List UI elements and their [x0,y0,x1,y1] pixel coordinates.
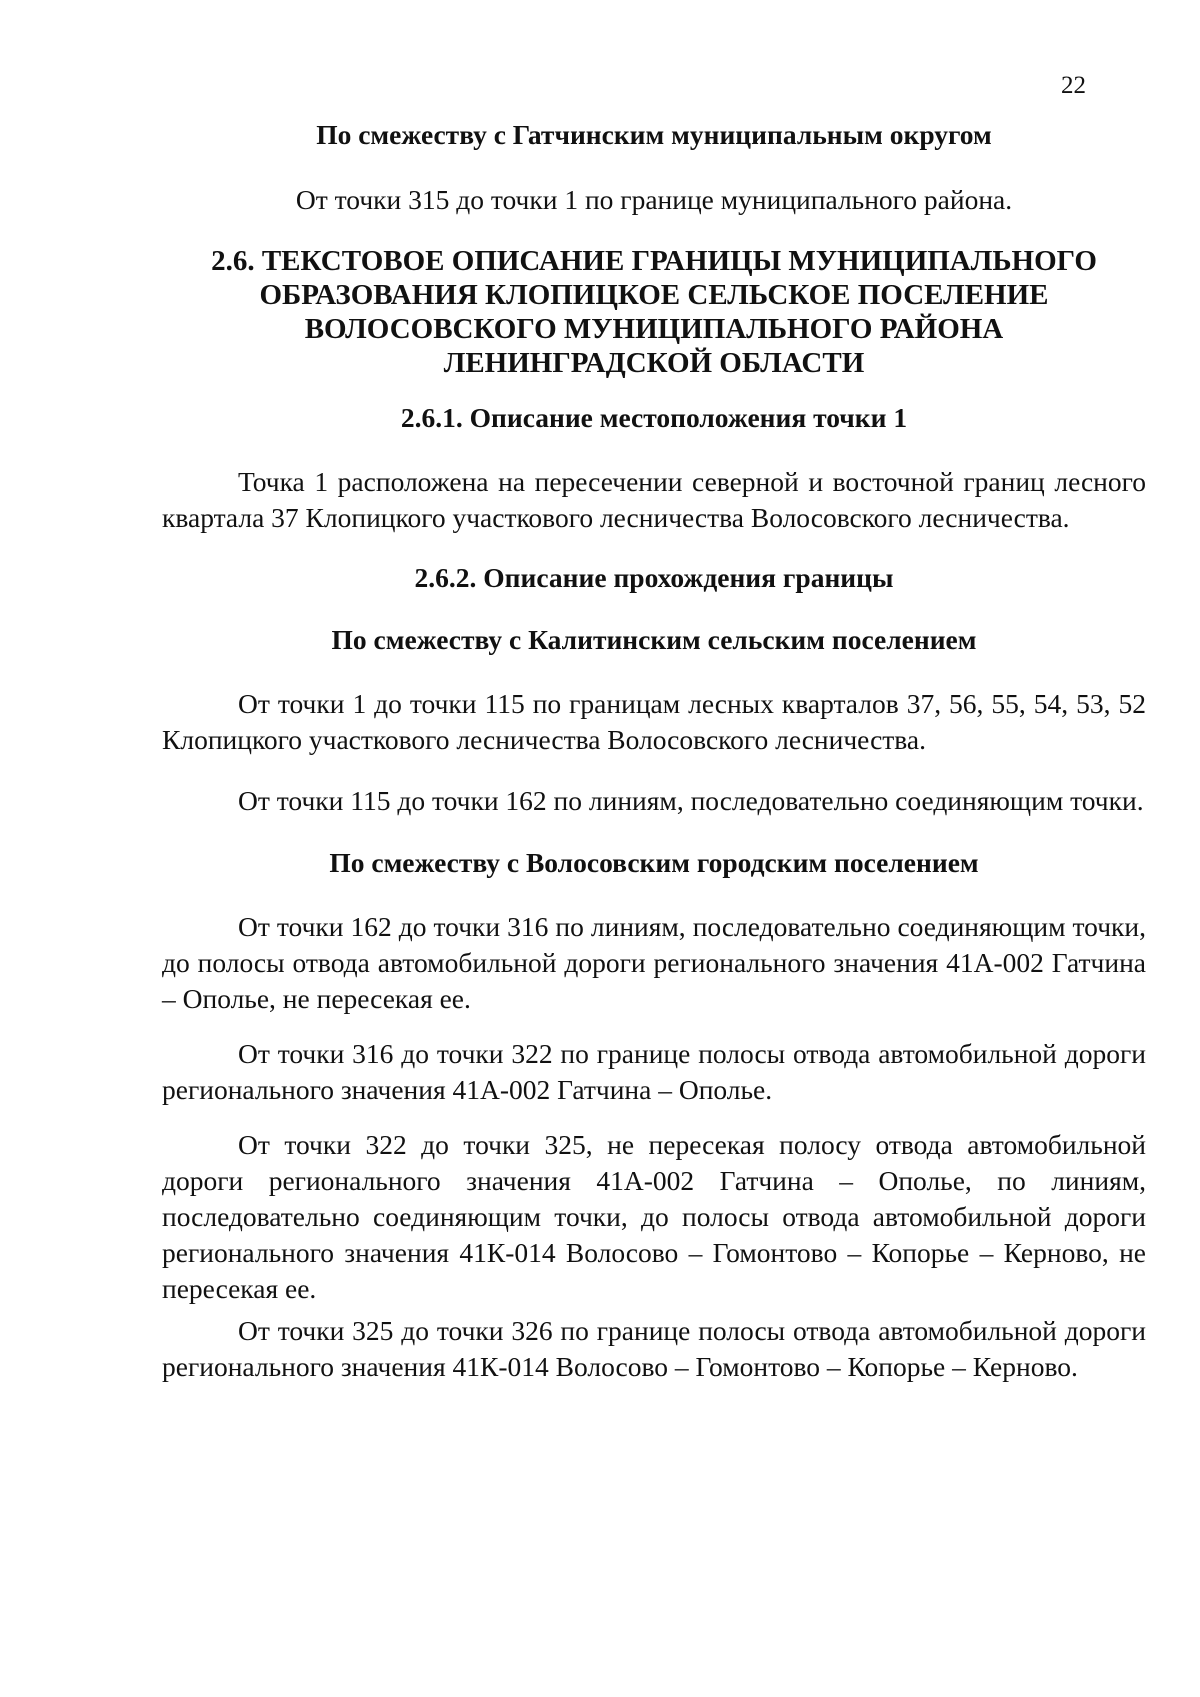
volosovo-paragraph-1: От точки 162 до точки 316 по линиям, последовательно соединяющим точки, до полосы отвода автомобильной дороги регионального значения 41А-002 Гатчина – Ополье, не пересекая ее. [162,911,1146,1014]
main-title-line-3: ВОЛОСОВСКОГО МУНИЦИПАЛЬНОГО РАЙОНА [304,313,1004,345]
kalitino-paragraph-2: От точки 115 до точки 162 по линиям, последовательно соединяющим точки. [238,785,1144,816]
main-title-line-2: ОБРАЗОВАНИЯ КЛОПИЦКОЕ СЕЛЬСКОЕ ПОСЕЛЕНИЕ [259,279,1049,311]
kalitino-heading: По смежеству с Калитинским сельским поселением [331,624,977,655]
main-title-line-4: ЛЕНИНГРАДСКОЙ ОБЛАСТИ [443,347,865,379]
volosovo-paragraph-2: От точки 316 до точки 322 по границе полосы отвода автомобильной дороги регионального значения 41А-002 Гатчина – Ополье. [162,1038,1146,1105]
main-title-line-1: 2.6. ТЕКСТОВОЕ ОПИСАНИЕ ГРАНИЦЫ МУНИЦИПАЛЬНОГО [211,245,1097,277]
gatchina-heading: По смежеству с Гатчинским муниципальным округом [316,119,992,150]
volosovo-paragraph-3: От точки 322 до точки 325, не пересекая полосу отвода автомобильной дороги регионального значения 41А-002 Гатчина – Ополье, по линиям, последовательно соединяющим точки, до полосы отвода автомобильной дороги регионального значения 41К-014 Волосово – Гомонтово – Копорье – Керново, не пересекая ее. [162,1129,1146,1304]
subsection-2-6-2-heading: 2.6.2. Описание прохождения границы [414,562,894,593]
main-title [162,244,1146,380]
point1-description: Точка 1 расположена на пересечении северной и восточной границ лесного квартала 37 Клопицкого участкового лесничества Волосовского лесничества. [162,466,1146,533]
gatchina-text: От точки 315 до точки 1 по границе муниципального района. [295,184,1013,215]
volosovo-paragraph-4: От точки 325 до точки 326 по границе полосы отвода автомобильной дороги регионального значения 41К-014 Волосово – Гомонтово – Копорье – Керново. [162,1315,1146,1382]
volosovo-heading: По смежеству с Волосовским городским поселением [329,847,979,878]
kalitino-paragraph-1: От точки 1 до точки 115 по границам лесных кварталов 37, 56, 55, 54, 53, 52 Клопицкого участкового лесничества Волосовского лесничества. [162,688,1146,755]
page-number: 22 [1061,72,1086,99]
subsection-2-6-1-heading: 2.6.1. Описание местоположения точки 1 [400,402,908,433]
